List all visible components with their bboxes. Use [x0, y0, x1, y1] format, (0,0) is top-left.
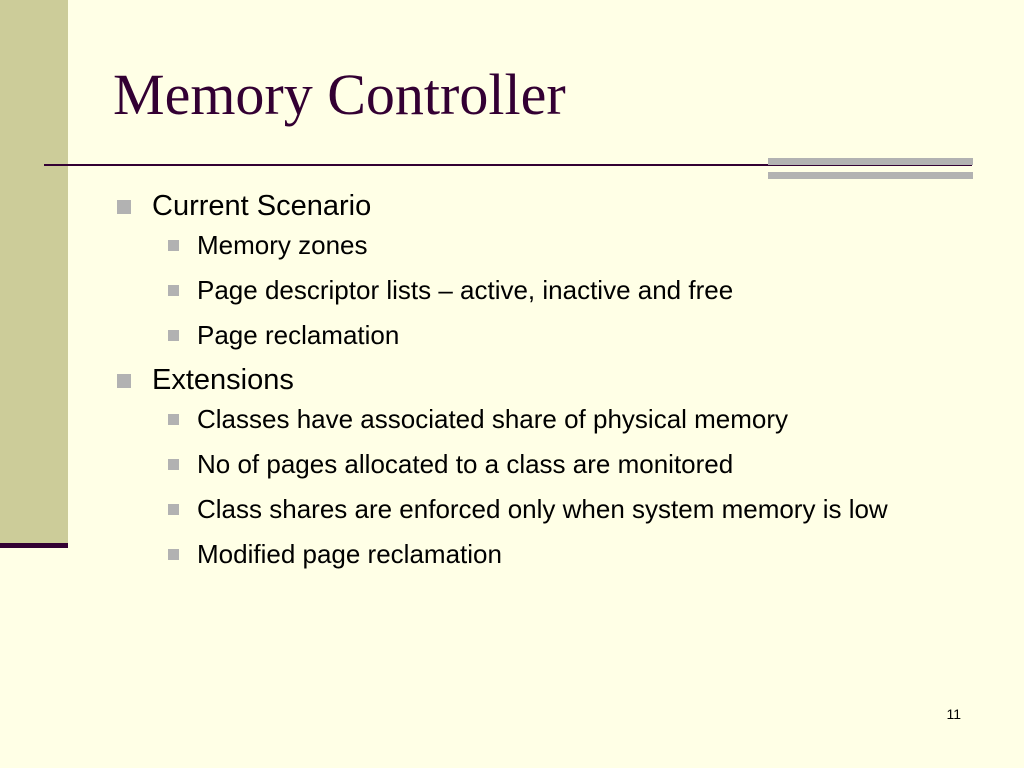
list-item: [115, 227, 975, 263]
section-label: Current Scenario: [152, 190, 372, 222]
bullet-list: [115, 188, 975, 572]
list-item: [115, 491, 975, 527]
square-bullet-icon: [168, 330, 179, 341]
list-item-text: Class shares are enforced only when system memory is low: [197, 494, 888, 524]
slide-number: 11: [946, 706, 961, 722]
square-bullet-icon: [168, 459, 179, 470]
list-item-text: Page descriptor lists – active, inactive and free: [197, 275, 734, 305]
list-item-text: Memory zones: [197, 230, 368, 260]
list-item: [115, 536, 975, 572]
section-label: Extensions: [152, 364, 294, 396]
list-item: [115, 401, 975, 437]
square-bullet-icon: [117, 200, 131, 214]
list-item: [115, 272, 975, 308]
square-bullet-icon: [168, 414, 179, 425]
list-item: [115, 317, 975, 353]
square-bullet-icon: [117, 374, 131, 388]
square-bullet-icon: [168, 549, 179, 560]
section-current-scenario: [115, 188, 975, 353]
left-decorative-band: [0, 0, 68, 547]
slide-body: [115, 188, 975, 581]
square-bullet-icon: [168, 240, 179, 251]
sub-bullet-list: [152, 401, 975, 572]
list-item-text: Modified page reclamation: [197, 539, 502, 569]
list-item-text: Classes have associated share of physical memory: [197, 404, 789, 434]
sub-bullet-list: [152, 227, 975, 353]
square-bullet-icon: [168, 504, 179, 515]
slide-title: Memory Controller: [113, 62, 566, 127]
left-band-rule: [0, 543, 68, 548]
square-bullet-icon: [168, 285, 179, 296]
title-accent-bars: [768, 158, 973, 179]
list-item-text: Page reclamation: [197, 320, 400, 350]
list-item: [115, 446, 975, 482]
section-extensions: [115, 362, 975, 572]
list-item-text: No of pages allocated to a class are monitored: [197, 449, 734, 479]
